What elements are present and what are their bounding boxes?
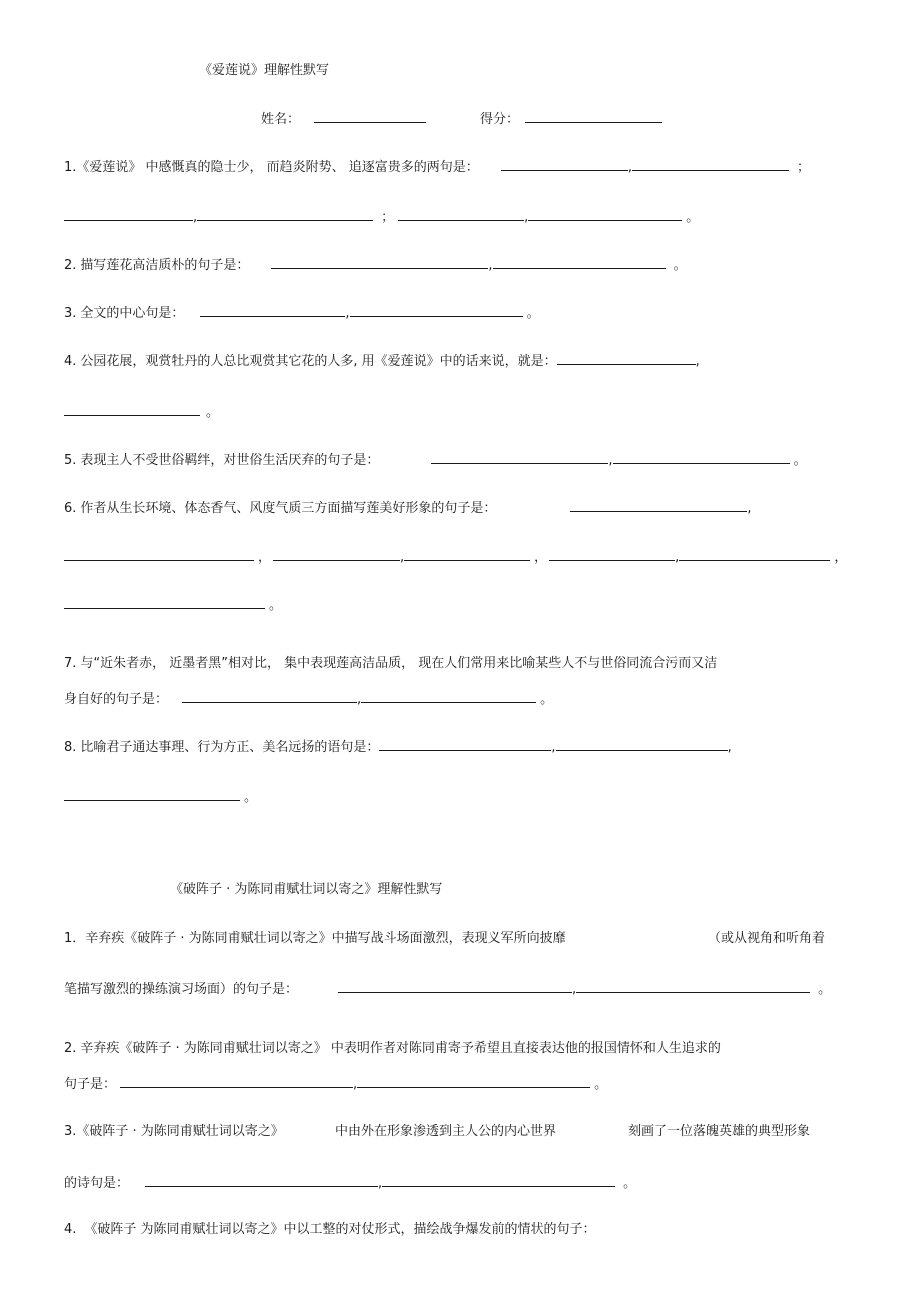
s1-q7-text: 与“近朱者赤， 近墨者黑”相对比， 集中表现莲高洁品质， 现在人们常用来比喻某些人不与世俗同流合污而又洁 [80, 656, 718, 671]
comma: , [695, 354, 700, 369]
s2-q2 [64, 1040, 721, 1058]
semicolon: ； [381, 210, 395, 225]
s1-q6-num: 6. [64, 501, 77, 516]
s1-q2-num: 2. [64, 258, 77, 273]
s1-q1 [64, 156, 810, 177]
period: 。 [686, 210, 700, 225]
s2-q2-line2 [64, 1073, 607, 1094]
answer-blank[interactable] [632, 156, 789, 171]
s1-q6 [64, 497, 752, 518]
comma: , [400, 550, 405, 565]
answer-blank[interactable] [382, 1172, 615, 1187]
comma: , [627, 160, 632, 175]
s1-q6-line2 [64, 546, 847, 567]
comma: , [524, 210, 529, 225]
comma: , [551, 740, 556, 755]
s1-q5-num: 5. [64, 453, 77, 468]
semicolon: ； [796, 160, 810, 175]
s1-q5-text: 表现主人不受世俗羁绊，对世俗生活厌弃的句子是： [80, 453, 380, 468]
period: 。 [623, 1176, 637, 1191]
s2-q3-mid: 中由外在形象渗透到主人公的内心世界 [335, 1124, 557, 1139]
s2-q3-text2: 的诗句是： [64, 1176, 130, 1191]
period: 。 [793, 453, 807, 468]
comma: , [675, 550, 680, 565]
section2-title: 《破阵子 · 为陈同甫赋壮词以寄之》理解性默写 [170, 882, 443, 897]
s1-q1-text: 《爱莲说》 中感慨真的隐士少， 而趋炎附势、 追逐富贵多的两句是： [76, 160, 479, 175]
answer-blank[interactable] [570, 497, 747, 512]
answer-blank[interactable] [64, 401, 200, 416]
answer-blank[interactable] [549, 546, 675, 561]
s2-q1-num: 1． [64, 931, 86, 946]
s1-q7 [64, 655, 717, 673]
answer-blank[interactable] [493, 254, 666, 269]
comma: , [608, 453, 613, 468]
comma: , [353, 1077, 358, 1092]
period: 。 [526, 306, 540, 321]
answer-blank[interactable] [271, 254, 488, 269]
comma: , [193, 210, 198, 225]
s2-q3 [64, 1123, 284, 1141]
answer-blank[interactable] [361, 688, 536, 703]
s1-q7-num: 7. [64, 656, 77, 671]
s1-q1-line2 [64, 206, 699, 227]
name-blank[interactable] [314, 108, 426, 123]
period: 。 [269, 598, 283, 613]
answer-blank[interactable] [576, 978, 810, 993]
s2-q1 [64, 930, 566, 948]
comma: , [747, 501, 752, 516]
s2-q3-line2 [64, 1172, 636, 1193]
score-row [480, 108, 662, 129]
s1-q3-num: 3. [64, 306, 77, 321]
answer-blank[interactable] [64, 546, 254, 561]
answer-blank[interactable] [404, 546, 530, 561]
s1-q2 [64, 254, 687, 275]
comma: ， [258, 550, 272, 565]
s2-q1-line2 [64, 978, 831, 999]
s2-q4-text: 《破阵子 为陈同甫赋壮词以寄之》中以工整的对仗形式，描绘战争爆发前的情状的句子： [84, 1222, 596, 1237]
s1-q4-num: 4. [64, 354, 77, 369]
s1-q3-text: 全文的中心句是： [80, 306, 185, 321]
s2-q2-text2: 句子是： [64, 1077, 117, 1092]
comma: , [488, 258, 493, 273]
answer-blank[interactable] [273, 546, 400, 561]
s1-q8 [64, 736, 732, 757]
answer-blank[interactable] [431, 449, 608, 464]
s1-q3 [64, 302, 540, 323]
answer-blank[interactable] [64, 594, 265, 609]
comma: ， [534, 550, 548, 565]
comma: , [727, 740, 732, 755]
answer-blank[interactable] [197, 206, 373, 221]
name-row [261, 108, 426, 129]
answer-blank[interactable] [528, 206, 682, 221]
answer-blank[interactable] [338, 978, 572, 993]
s1-q6-text: 作者从生长环境、体态香气、风度气质三方面描写莲美好形象的句子是： [80, 501, 497, 516]
s1-q7-line2 [64, 688, 553, 709]
s2-q1-text2: 笔描写激烈的操练演习场面）的句子是： [64, 982, 299, 997]
answer-blank[interactable] [679, 546, 830, 561]
answer-blank[interactable] [200, 302, 345, 317]
period: 。 [818, 982, 832, 997]
comma: , [357, 692, 362, 707]
answer-blank[interactable] [556, 736, 728, 751]
s1-q8-num: 8. [64, 740, 77, 755]
period: 。 [594, 1077, 608, 1092]
period: 。 [244, 790, 258, 805]
answer-blank[interactable] [350, 302, 523, 317]
answer-blank[interactable] [120, 1073, 353, 1088]
answer-blank[interactable] [501, 156, 628, 171]
answer-blank[interactable] [557, 350, 696, 365]
s1-q8-text: 比喻君子通达事理、行为方正、美名远扬的语句是： [80, 740, 380, 755]
s1-q5 [64, 449, 807, 470]
s2-q3-text: 《破阵子 · 为陈同甫赋壮词以寄之》 [76, 1124, 284, 1139]
answer-blank[interactable] [613, 449, 790, 464]
answer-blank[interactable] [182, 688, 357, 703]
s1-q8-line2 [64, 786, 257, 807]
s2-q1-text: 辛弃疾《破阵子 · 为陈同甫赋壮词以寄之》中描写战斗场面激烈，表现义军所向披靡 [85, 931, 566, 946]
period: 。 [540, 692, 554, 707]
s2-q1-right: （或从视角和听角着 [708, 931, 826, 946]
period: 。 [206, 405, 220, 420]
score-blank[interactable] [525, 108, 662, 123]
s2-q3-right: 刻画了一位落魄英雄的典型形象 [628, 1124, 811, 1139]
period: 。 [673, 258, 687, 273]
comma: ， [834, 550, 848, 565]
s1-q2-text: 描写莲花高洁质朴的句子是： [80, 258, 250, 273]
answer-blank[interactable] [64, 206, 193, 221]
s1-q4 [64, 350, 700, 371]
s2-q4 [64, 1221, 596, 1239]
s1-q4-line2 [64, 401, 219, 422]
s2-q3-num: 3. [64, 1124, 77, 1139]
s2-q4-num: 4. [64, 1222, 77, 1237]
s1-q7-text2: 身自好的句子是： [64, 692, 169, 707]
s1-q1-num: 1. [64, 160, 77, 175]
answer-blank[interactable] [145, 1172, 378, 1187]
s2-q2-text: 辛弃疾《破阵子 · 为陈同甫赋壮词以寄之》 中表明作者对陈同甫寄予希望且直接表达他的报国情怀和人生追求的 [80, 1041, 721, 1056]
s2-q2-num: 2. [64, 1041, 77, 1056]
answer-blank[interactable] [398, 206, 524, 221]
comma: , [378, 1176, 383, 1191]
s1-q4-text: 公园花展，观赏牡丹的人总比观赏其它花的人多, 用《爱莲说》中的话来说，就是： [80, 354, 557, 369]
answer-blank[interactable] [64, 786, 240, 801]
answer-blank[interactable] [379, 736, 551, 751]
score-label: 得分： [480, 112, 520, 127]
answer-blank[interactable] [357, 1073, 590, 1088]
comma: , [345, 306, 350, 321]
comma: , [572, 982, 577, 997]
section1-title: 《爱莲说》理解性默写 [199, 63, 330, 78]
s1-q6-line3 [64, 594, 282, 615]
name-label: 姓名： [261, 112, 301, 127]
